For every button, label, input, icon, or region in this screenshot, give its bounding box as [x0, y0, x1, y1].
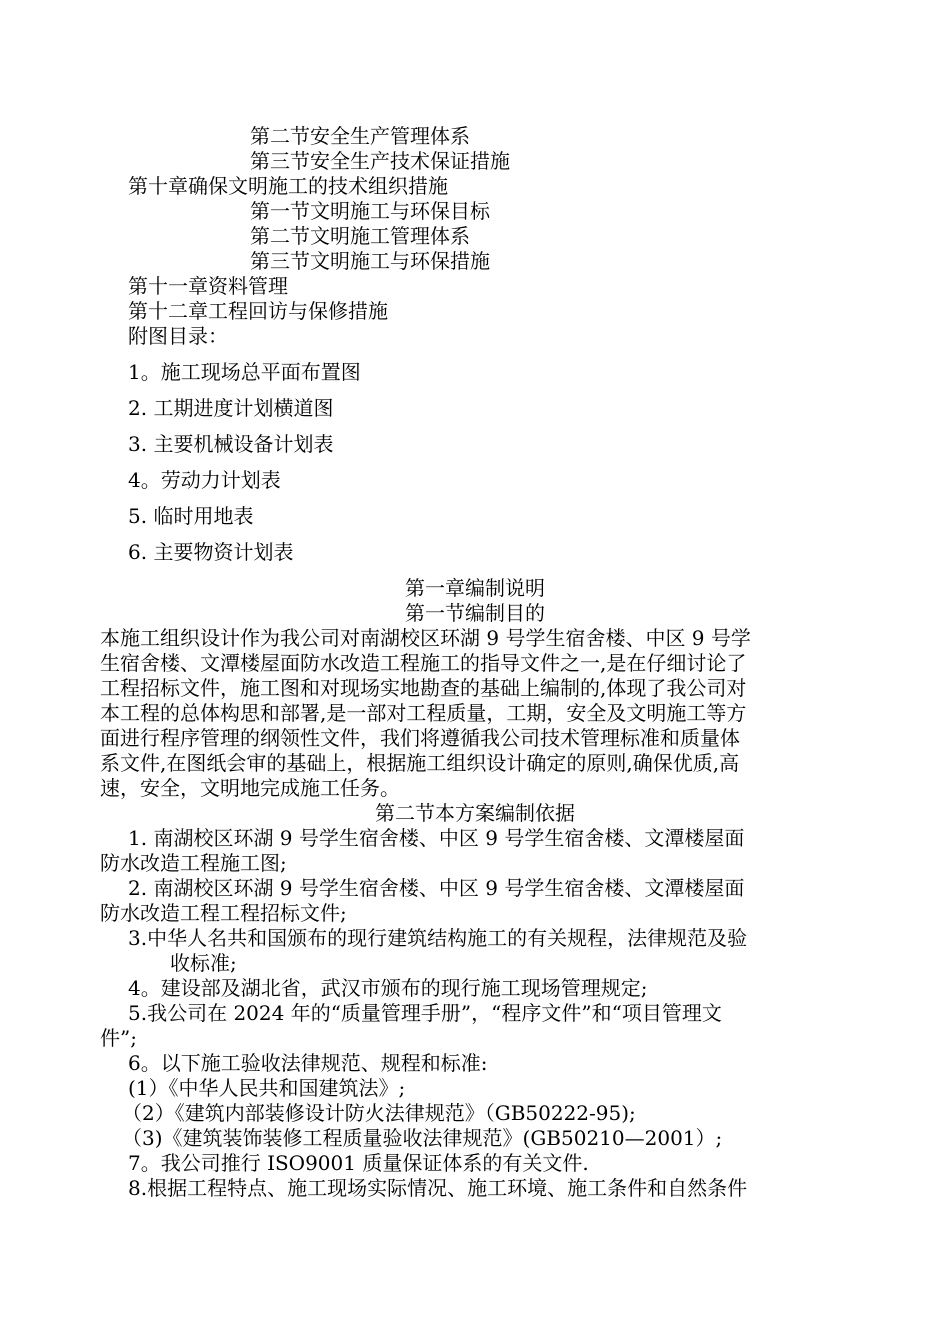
basis-line: 6。以下施工验收法律规范、规程和标准:	[128, 1051, 488, 1075]
basis-line: 1. 南湖校区环湖 9 号学生宿舍楼、中区 9 号学生宿舍楼、文潭楼屋面	[128, 826, 745, 850]
section-title: 第二节本方案编制依据	[375, 801, 575, 825]
appendix-item: 5. 临时用地表	[128, 504, 254, 528]
toc-ch11: 第十一章资料管理	[128, 274, 288, 298]
paragraph-line: 面进行程序管理的纲领性文件，我们将遵循我公司技术管理标准和质量体	[100, 726, 740, 750]
basis-line: 8.根据工程特点、施工现场实际情况、施工环境、施工条件和自然条件	[128, 1176, 748, 1200]
toc-ch10-sec3: 第三节文明施工与环保措施	[250, 249, 490, 273]
section-title: 第一节编制目的	[405, 601, 545, 625]
basis-line: 7。我公司推行 ISO9001 质量保证体系的有关文件.	[128, 1151, 589, 1175]
paragraph-line: 工程招标文件，施工图和对现场实地勘查的基础上编制的,体现了我公司对	[100, 676, 747, 700]
basis-line: （2）《建筑内部装修设计防火法律规范》（GB50222-95);	[122, 1101, 636, 1125]
appendix-item: 3. 主要机械设备计划表	[128, 432, 334, 456]
toc-ch12: 第十二章工程回访与保修措施	[128, 299, 388, 323]
paragraph-line: 系文件,在图纸会审的基础上，根据施工组织设计确定的原则,确保优质,高	[100, 751, 740, 775]
paragraph-line: 速，安全，文明地完成施工任务。	[100, 776, 400, 800]
basis-line: 4。建设部及湖北省，武汉市颁布的现行施工现场管理规定;	[128, 976, 648, 1000]
appendix-item: 6. 主要物资计划表	[128, 540, 294, 564]
paragraph-line: 本工程的总体构思和部署,是一部对工程质量，工期，安全及文明施工等方	[100, 701, 747, 725]
basis-line: 防水改造工程施工图;	[100, 851, 287, 875]
basis-line: (1）《中华人民共和国建筑法》;	[128, 1076, 406, 1100]
basis-line: 防水改造工程工程招标文件;	[100, 901, 347, 925]
appendix-item: 1。施工现场总平面布置图	[128, 360, 361, 384]
basis-line: 3.中华人名共和国颁布的现行建筑结构施工的有关规程，法律规范及验	[128, 926, 748, 950]
basis-line: 2. 南湖校区环湖 9 号学生宿舍楼、中区 9 号学生宿舍楼、文潭楼屋面	[128, 876, 745, 900]
basis-line: 5.我公司在 2024 年的“质量管理手册”，“程序文件”和“项目管理文	[128, 1001, 722, 1025]
basis-line: 件”;	[100, 1026, 137, 1050]
chapter-title: 第一章编制说明	[405, 576, 545, 600]
paragraph-line: 本施工组织设计作为我公司对南湖校区环湖 9 号学生宿舍楼、中区 9 号学	[100, 626, 751, 650]
basis-line: （3)《建筑装饰装修工程质量验收法律规范》(GB50210—2001）;	[122, 1126, 723, 1150]
toc-ch10-sec2: 第二节文明施工管理体系	[250, 224, 470, 248]
paragraph-line: 生宿舍楼、文潭楼屋面防水改造工程施工的指导文件之一,是在仔细讨论了	[100, 651, 747, 675]
toc-ch9-sec2: 第二节安全生产管理体系	[250, 124, 470, 148]
basis-line: 收标准;	[170, 951, 237, 975]
appendix-item: 4。劳动力计划表	[128, 468, 281, 492]
toc-ch10: 第十章确保文明施工的技术组织措施	[128, 174, 448, 198]
appendix-title: 附图目录：	[128, 324, 228, 348]
appendix-item: 2. 工期进度计划横道图	[128, 396, 334, 420]
toc-ch9-sec3: 第三节安全生产技术保证措施	[250, 149, 510, 173]
toc-ch10-sec1: 第一节文明施工与环保目标	[250, 199, 490, 223]
